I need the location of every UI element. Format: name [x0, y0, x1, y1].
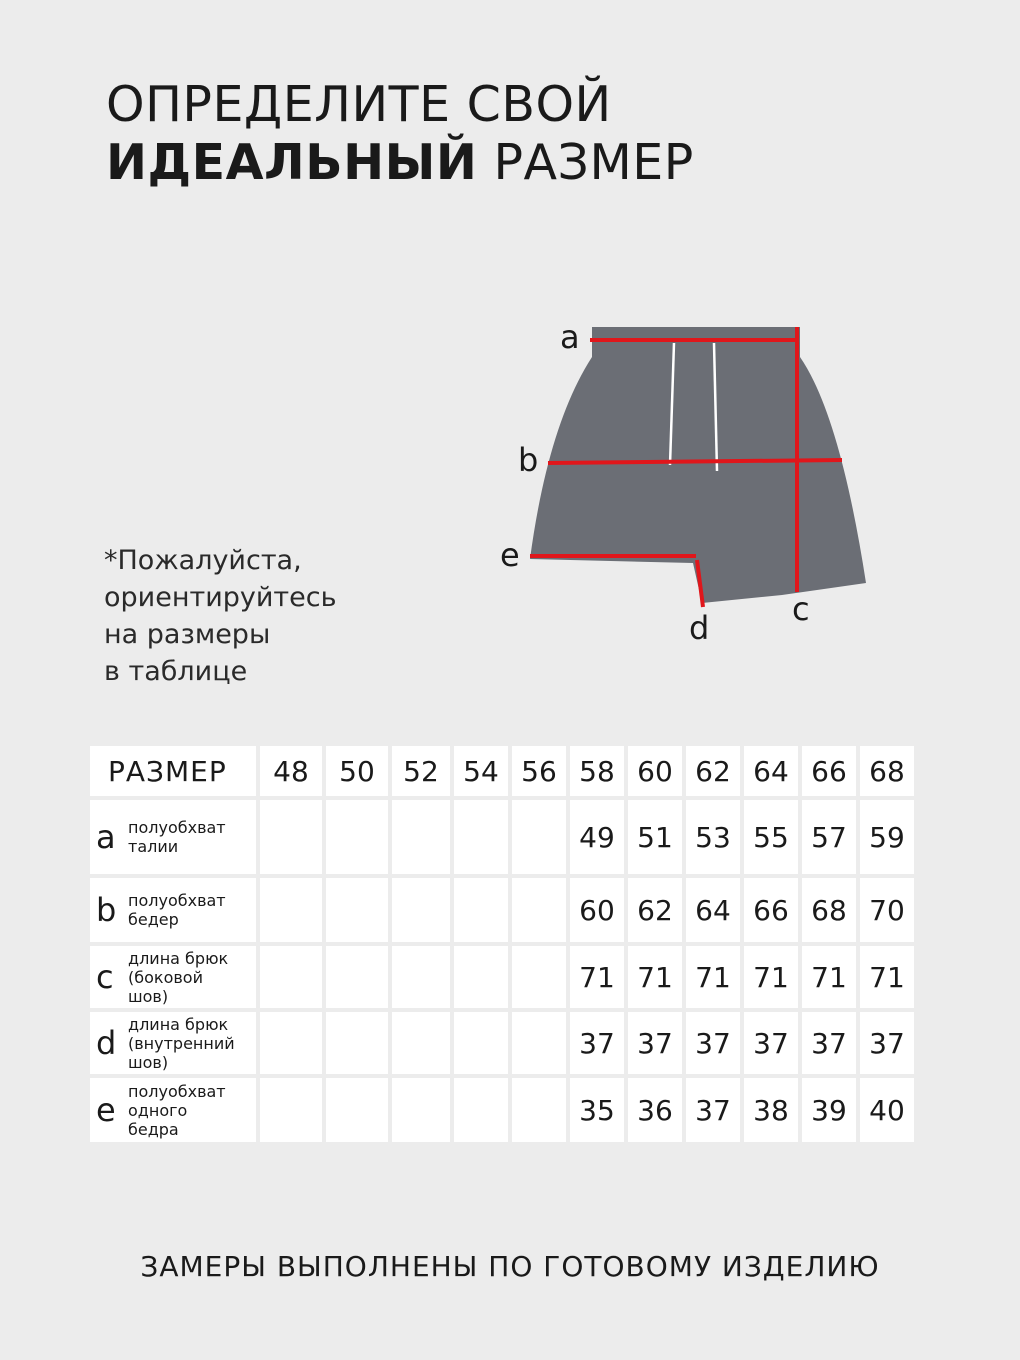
row-letter: e	[96, 1091, 116, 1129]
row-label	[90, 1078, 256, 1142]
row-description	[128, 949, 228, 1006]
note-line: в таблице	[104, 656, 248, 687]
shorts-diagram	[490, 305, 890, 655]
table-cell: 57	[802, 800, 856, 874]
row-description-line: шов)	[128, 1052, 169, 1072]
table-cell: 62	[628, 878, 682, 942]
row-description-line: одного	[128, 1100, 188, 1120]
size-header: 68	[860, 746, 914, 796]
size-header: 60	[628, 746, 682, 796]
note-line: ориентируйтесь	[104, 582, 337, 613]
row-label-cell	[90, 1012, 256, 1074]
table-cell: 37	[744, 1012, 798, 1074]
table-cell: 51	[628, 800, 682, 874]
table-cell: 36	[628, 1078, 682, 1142]
table-cell: 66	[744, 878, 798, 942]
table-cell: 71	[802, 946, 856, 1008]
title-line2-rest: РАЗМЕР	[493, 134, 694, 191]
table-cell	[454, 878, 508, 942]
table-cell	[326, 946, 388, 1008]
row-label	[90, 946, 256, 1008]
table-cell	[260, 1078, 322, 1142]
row-label	[90, 1012, 256, 1074]
row-description	[128, 891, 226, 929]
table-cell	[512, 878, 566, 942]
row-letter: b	[96, 891, 117, 929]
table-cell: 37	[628, 1012, 682, 1074]
row-description	[128, 818, 226, 856]
row-description	[128, 1015, 235, 1072]
table-cell: 35	[570, 1078, 624, 1142]
table-cell	[326, 800, 388, 874]
row-letter: a	[96, 818, 116, 856]
table-cell: 64	[686, 878, 740, 942]
page-title	[106, 76, 694, 192]
label-b: b	[518, 441, 539, 479]
table-cell: 70	[860, 878, 914, 942]
size-header: 56	[512, 746, 566, 796]
table-cell: 71	[686, 946, 740, 1008]
table-cell: 38	[744, 1078, 798, 1142]
table-cell: 37	[686, 1012, 740, 1074]
table-cell	[512, 1012, 566, 1074]
row-description-line: (внутренний	[128, 1033, 235, 1053]
table-cell: 49	[570, 800, 624, 874]
table-cell	[260, 946, 322, 1008]
table-cell	[260, 878, 322, 942]
table-cell: 71	[570, 946, 624, 1008]
row-letter: d	[96, 1024, 117, 1062]
label-e: e	[500, 536, 520, 574]
size-header: 64	[744, 746, 798, 796]
table-cell: 37	[686, 1078, 740, 1142]
title-bold-word: ИДЕАЛЬНЫЙ	[106, 134, 478, 191]
table-cell: 37	[860, 1012, 914, 1074]
table-cell: 37	[802, 1012, 856, 1074]
table-cell	[512, 946, 566, 1008]
label-a: a	[560, 318, 580, 356]
size-table	[86, 742, 918, 1146]
table-cell	[392, 1012, 450, 1074]
size-header: 48	[260, 746, 322, 796]
label-c: c	[792, 590, 810, 628]
table-cell: 53	[686, 800, 740, 874]
size-header: 50	[326, 746, 388, 796]
row-description-line: полуобхват	[128, 1081, 226, 1101]
table-cell: 71	[744, 946, 798, 1008]
table-cell: 71	[628, 946, 682, 1008]
table-cell	[454, 1078, 508, 1142]
note-line: на размеры	[104, 619, 271, 650]
table-row	[90, 878, 914, 942]
table-cell: 39	[802, 1078, 856, 1142]
table-cell	[392, 878, 450, 942]
table-cell	[512, 800, 566, 874]
table-cell	[392, 1078, 450, 1142]
table-row	[90, 1012, 914, 1074]
table-cell: 40	[860, 1078, 914, 1142]
table-cell: 60	[570, 878, 624, 942]
row-description-line: длина брюк	[128, 948, 229, 968]
row-label-cell	[90, 946, 256, 1008]
table-cell	[326, 1078, 388, 1142]
row-description-line: (боковой	[128, 967, 203, 987]
table-row	[90, 800, 914, 874]
row-label-cell	[90, 878, 256, 942]
label-d: d	[689, 609, 710, 647]
row-description-line: бедра	[128, 1119, 179, 1139]
table-cell: 37	[570, 1012, 624, 1074]
table-header-row	[90, 746, 914, 796]
table-cell	[454, 800, 508, 874]
row-description-line: полуобхват	[128, 818, 226, 837]
title-line1: ОПРЕДЕЛИТЕ СВОЙ	[106, 76, 612, 133]
row-letter: c	[96, 958, 114, 996]
size-header: 52	[392, 746, 450, 796]
row-label-cell	[90, 1078, 256, 1142]
table-cell	[392, 946, 450, 1008]
row-label-cell	[90, 800, 256, 874]
size-note	[104, 542, 337, 690]
size-header: 58	[570, 746, 624, 796]
row-description-line: талии	[128, 837, 179, 856]
row-description-line: шов)	[128, 986, 169, 1006]
footer-note: ЗАМЕРЫ ВЫПОЛНЕНЫ ПО ГОТОВОМУ ИЗДЕЛИЮ	[140, 1250, 880, 1283]
table-cell: 55	[744, 800, 798, 874]
table-cell: 71	[860, 946, 914, 1008]
row-description-line: длина брюк	[128, 1014, 229, 1034]
table-cell	[326, 878, 388, 942]
table-cell	[260, 1012, 322, 1074]
table-cell	[260, 800, 322, 874]
size-header: 54	[454, 746, 508, 796]
table-row	[90, 1078, 914, 1142]
row-description	[128, 1082, 226, 1139]
table-cell	[326, 1012, 388, 1074]
row-description-line: полуобхват	[128, 891, 226, 910]
size-header: 66	[802, 746, 856, 796]
size-header: 62	[686, 746, 740, 796]
table-cell	[392, 800, 450, 874]
table-cell	[512, 1078, 566, 1142]
row-label	[90, 878, 256, 942]
table-cell: 59	[860, 800, 914, 874]
table-cell	[454, 1012, 508, 1074]
row-label	[90, 800, 256, 874]
table-cell	[454, 946, 508, 1008]
table-cell: 68	[802, 878, 856, 942]
row-description-line: бедер	[128, 910, 179, 929]
note-line: *Пожалуйста,	[104, 545, 302, 576]
table-row	[90, 946, 914, 1008]
header-label: РАЗМЕР	[90, 746, 256, 796]
